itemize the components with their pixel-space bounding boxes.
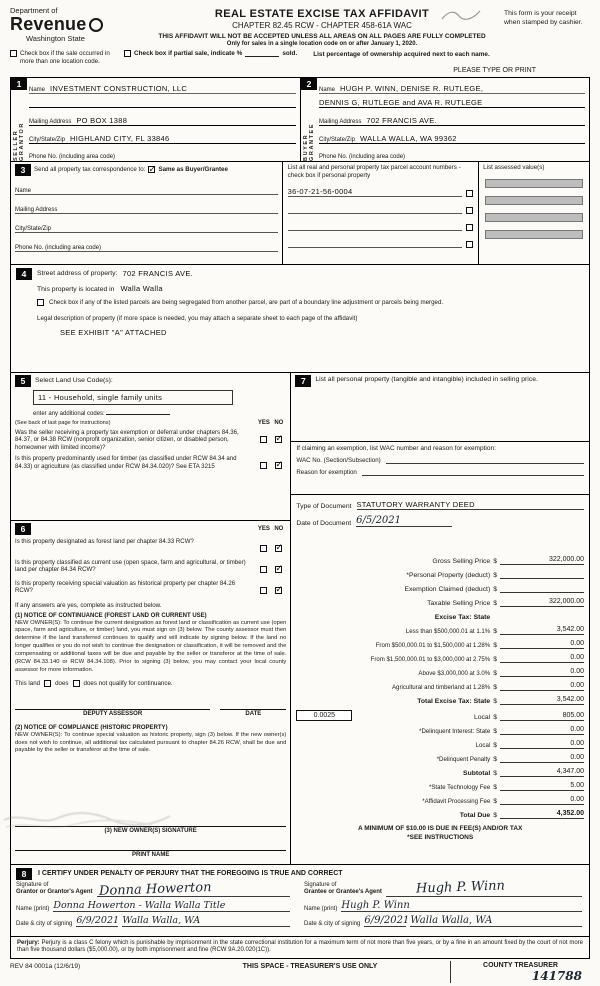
dor-emblem-icon bbox=[89, 18, 103, 32]
deputy-assessor-row bbox=[15, 709, 286, 717]
tax-row-delinquent-penalty bbox=[291, 754, 589, 763]
seller-mailing-row bbox=[29, 108, 296, 126]
receipt-note bbox=[504, 6, 590, 27]
section-7-badge: 7 bbox=[295, 375, 311, 387]
technology-fee-label: *State Technology Fee bbox=[429, 783, 491, 791]
no-column-header: NO bbox=[274, 419, 284, 426]
seller-name-value[interactable]: INVESTMENT CONSTRUCTION, LLC bbox=[50, 83, 188, 93]
tax-row-local bbox=[291, 710, 589, 721]
grantee-signature-of-label: Signature of bbox=[304, 881, 337, 888]
seller-mailing-label: Mailing Address bbox=[29, 118, 72, 125]
form-title: REAL ESTATE EXCISE TAX AFFIDAVIT bbox=[214, 8, 430, 20]
parcel-number-field-4[interactable] bbox=[288, 238, 463, 248]
agricultural-label: Agricultural and timberland at 1.28% bbox=[391, 683, 491, 691]
certification-section bbox=[11, 865, 589, 937]
total-due-value[interactable]: 4,352.00 bbox=[500, 810, 584, 819]
see-instructions-note: *SEE INSTRUCTIONS bbox=[407, 833, 474, 841]
buyer-phone-label: Phone No. (including area code) bbox=[319, 153, 406, 160]
seller-name-label: Name bbox=[29, 86, 46, 93]
tax-row-technology-fee bbox=[291, 782, 589, 791]
dor-logo bbox=[10, 6, 140, 43]
parcel-row-2 bbox=[288, 197, 474, 214]
personal-property-deduct-label: *Personal Property (deduct) bbox=[406, 571, 491, 579]
correspondence-name-row bbox=[15, 176, 278, 195]
local-rate-box[interactable]: 0.0025 bbox=[296, 710, 352, 721]
seller-phone-row bbox=[29, 144, 296, 160]
additional-codes-label: enter any additional codes: bbox=[33, 410, 105, 417]
tax-row-tier1 bbox=[291, 626, 589, 635]
buyer-name-value-line2[interactable]: DENNIS G, RUTLEGE and AVA R. RUTLEGE bbox=[319, 97, 483, 107]
delinquent-interest-local-value[interactable]: 0.00 bbox=[500, 740, 584, 749]
form-header bbox=[10, 6, 590, 47]
dollar-sign: $ bbox=[493, 557, 497, 565]
no-column-header-2: NO bbox=[274, 525, 284, 532]
timber-question: Is this property predominantly used for timber (as classified under RCW 84.34 and 84.33) or agriculture (as classified under RCW 84.34.020)? See ETA 3215 bbox=[15, 454, 237, 470]
grantor-agent-label: Grantor or Grantor's Agent bbox=[16, 889, 93, 895]
exemption-claimed-label: Exemption Claimed (deduct) bbox=[404, 585, 491, 593]
deputy-assessor-label: DEPUTY ASSESSOR bbox=[83, 710, 143, 717]
grantor-city-value[interactable]: Walla Walla, WA bbox=[122, 915, 290, 927]
dollar-sign: $ bbox=[493, 811, 497, 819]
county-treasurer-box bbox=[450, 961, 590, 983]
dollar-sign: $ bbox=[493, 727, 497, 735]
timber-yes-checkbox[interactable] bbox=[260, 462, 267, 469]
parcel-row-3 bbox=[288, 214, 474, 231]
continuance-qualify-row bbox=[15, 680, 286, 687]
doc-type-value[interactable]: STATUTORY WARRANTY DEED bbox=[357, 500, 585, 510]
exemption-yes-checkbox[interactable] bbox=[260, 436, 267, 443]
section-5-badge: 5 bbox=[15, 375, 31, 387]
current-use-yes-checkbox[interactable] bbox=[260, 566, 267, 573]
assessed-value-field-2[interactable] bbox=[485, 196, 583, 205]
gross-selling-price-value[interactable]: 322,000.00 bbox=[500, 556, 584, 565]
historic-no-checkbox[interactable] bbox=[275, 587, 282, 594]
grantee-date-value[interactable]: 6/9/2021 bbox=[364, 914, 410, 926]
technology-fee-value[interactable]: 5.00 bbox=[500, 782, 584, 791]
historic-question-row bbox=[15, 580, 286, 598]
current-use-question: Is this property classified as current use (open space, farm and agricultural, or timber) land per chapter 84.34 RCW? bbox=[15, 558, 246, 574]
land-use-section bbox=[11, 373, 290, 521]
buyer-section bbox=[300, 78, 589, 161]
parcel-number-field-3[interactable] bbox=[288, 221, 463, 231]
dollar-sign: $ bbox=[493, 769, 497, 777]
grantee-signature-block bbox=[300, 877, 584, 927]
parties-section bbox=[11, 78, 589, 162]
receipt-note-line1: This form is your receipt bbox=[504, 10, 577, 17]
tax-row-tier2 bbox=[291, 640, 589, 649]
located-in-label: This property is located in bbox=[37, 285, 115, 293]
buyer-mailing-value[interactable]: 702 FRANCIS AVE. bbox=[366, 115, 437, 125]
seller-mailing-value[interactable]: PO BOX 1388 bbox=[76, 115, 128, 125]
parcel-number-value[interactable]: 36-07-21-56-0004 bbox=[288, 187, 463, 197]
buyer-name-value-line1[interactable]: HUGH P. WINN, DENISE R. RUTLEGE, bbox=[340, 83, 484, 93]
see-back-note: (See back of last page for instructions) bbox=[15, 419, 111, 426]
county-treasurer-label: COUNTY TREASURER bbox=[483, 962, 558, 970]
forest-no-checkbox[interactable] bbox=[275, 545, 282, 552]
total-due-label: Total Due bbox=[459, 811, 491, 819]
buyer-city-row bbox=[319, 126, 585, 144]
agricultural-value[interactable]: 0.00 bbox=[500, 682, 584, 691]
tax-row-excise-header bbox=[291, 612, 589, 621]
additional-codes-field[interactable] bbox=[106, 408, 170, 415]
middle-grid bbox=[11, 373, 589, 865]
additional-codes-row bbox=[33, 408, 286, 417]
correspondence-city-label: City/State/Zip bbox=[15, 225, 52, 232]
receipt-note-line2: when stamped by cashier. bbox=[504, 19, 583, 27]
land-use-label: Select Land Use Code(s): bbox=[35, 377, 113, 384]
buyer-grantee-side-label: BUYER GRANTEE bbox=[303, 122, 315, 161]
section-3-badge: 3 bbox=[15, 164, 31, 176]
personal-property-section bbox=[291, 373, 589, 864]
form-rev-number: REV 84 0001a (12/6/19) bbox=[10, 963, 81, 971]
street-address-value[interactable]: 702 FRANCIS AVE. bbox=[122, 269, 194, 278]
grantor-signature-field[interactable] bbox=[97, 879, 290, 899]
legal-description-label: Legal description of property (if more space is needed, you may attach a separate sheet to each page of the affidavit) bbox=[37, 314, 358, 322]
buyer-city-label: City/State/Zip bbox=[319, 136, 356, 143]
doc-type-label: Type of Document bbox=[296, 502, 352, 510]
minimum-fee-note: A MINIMUM OF $10.00 IS DUE IN FEE(S) AND/OR TAX bbox=[357, 824, 523, 832]
forest-yes-checkbox[interactable] bbox=[260, 545, 267, 552]
seller-name-row bbox=[29, 79, 296, 108]
dollar-sign: $ bbox=[493, 599, 497, 607]
grantee-signature-value: Hugh P. Winn bbox=[415, 877, 506, 897]
section-8-badge: 8 bbox=[16, 868, 32, 880]
seller-phone-label: Phone No. (including area code) bbox=[29, 153, 116, 160]
personal-property-blank-area[interactable] bbox=[291, 389, 589, 441]
correspondence-phone-row bbox=[15, 233, 278, 252]
parcel-row-4 bbox=[288, 231, 474, 248]
dollar-sign: $ bbox=[493, 655, 497, 663]
tier2-label: From $500,000.01 to $1,500,000 at 1.28% bbox=[375, 641, 491, 649]
tax-row-subtotal bbox=[291, 768, 589, 777]
buyer-phone-row bbox=[319, 144, 585, 160]
buyer-mailing-label: Mailing Address bbox=[319, 118, 362, 125]
grantee-name-print-label: Name (print) bbox=[304, 905, 338, 912]
not-accepted-warning: THIS AFFIDAVIT WILL NOT BE ACCEPTED UNLESS ALL AREAS ON ALL PAGES ARE FULLY COMPLETED bbox=[158, 33, 486, 40]
exemption-question-row bbox=[15, 429, 286, 452]
local-label: Local bbox=[473, 713, 491, 721]
pre-form-row bbox=[10, 50, 590, 66]
partial-sale-sold-label: sold. bbox=[282, 50, 298, 57]
deputy-date-label: DATE bbox=[245, 710, 262, 717]
treasurer-space-label: THIS SPACE - TREASURER'S USE ONLY bbox=[242, 963, 378, 971]
print-name-label: PRINT NAME bbox=[131, 851, 170, 858]
taxable-selling-price-value[interactable]: 322,000.00 bbox=[500, 598, 584, 607]
parcel-personal-checkbox-2[interactable] bbox=[466, 207, 473, 214]
section-6-badge: 6 bbox=[15, 523, 31, 535]
notice-compliance-body: NEW OWNER(S): To continue special valuation as historic property, sign (3) below. If the new owner(s) does not wish to continue, all additional tax calculated pursuant to chapter 84.26 RCW, shall be due and payable by the seller or transferor at the time of sale. bbox=[15, 731, 287, 754]
assessed-values-header: List assessed value(s) bbox=[483, 163, 545, 171]
handwritten-scribble bbox=[440, 8, 482, 22]
grantee-agent-label: Grantee or Grantee's Agent bbox=[304, 889, 382, 895]
print-name-line[interactable] bbox=[15, 850, 286, 851]
page-footer bbox=[10, 961, 590, 983]
seller-city-row bbox=[29, 126, 296, 144]
deputy-assessor-signature-line[interactable] bbox=[15, 709, 210, 710]
doc-date-label: Date of Document bbox=[296, 519, 352, 527]
does-qualify-checkbox[interactable] bbox=[44, 680, 51, 687]
tax-row-exemption-claimed bbox=[291, 584, 589, 593]
certify-statement: I CERTIFY UNDER PENALTY OF PERJURY THAT THE FOREGOING IS TRUE AND CORRECT bbox=[38, 870, 343, 877]
dollar-sign: $ bbox=[493, 683, 497, 691]
parcel-personal-checkbox-3[interactable] bbox=[466, 224, 473, 231]
dollar-sign: $ bbox=[493, 755, 497, 763]
tier3-value[interactable]: 0.00 bbox=[500, 654, 584, 663]
tier1-value[interactable]: 3,542.00 bbox=[500, 626, 584, 635]
tax-row-tier4 bbox=[291, 668, 589, 677]
washington-state-label: Washington State bbox=[26, 34, 85, 43]
seller-grantor-side-label: SELLER GRANTOR bbox=[13, 121, 25, 161]
dollar-sign: $ bbox=[493, 713, 497, 721]
revenue-wordmark: Revenue bbox=[10, 14, 87, 34]
seller-city-value[interactable]: HIGHLAND CITY, FL 33846 bbox=[70, 133, 170, 143]
parcel-personal-checkbox-4[interactable] bbox=[466, 241, 473, 248]
dollar-sign: $ bbox=[493, 783, 497, 791]
dollar-sign: $ bbox=[493, 641, 497, 649]
tier1-label: Less than $500,000.01 at 1.1% bbox=[405, 627, 491, 635]
total-excise-state-label: Total Excise Tax: State bbox=[417, 697, 491, 705]
excise-tax-state-header: Excise Tax: State bbox=[434, 613, 491, 621]
seller-city-label: City/State/Zip bbox=[29, 136, 66, 143]
historic-question: Is this property receiving special valuation as historical property per chapter 84.26 RCW? bbox=[15, 579, 236, 595]
timber-no-checkbox[interactable] bbox=[275, 462, 282, 469]
does-not-label: does not qualify for continuance. bbox=[83, 679, 173, 687]
reason-exemption-label: Reason for exemption bbox=[296, 468, 357, 476]
processing-fee-value[interactable]: 0.00 bbox=[500, 796, 584, 805]
multi-location-checkbox[interactable] bbox=[10, 50, 17, 57]
tier4-label: Above $3,000,000 at 3.0% bbox=[418, 669, 491, 677]
parcel-number-field-2[interactable] bbox=[288, 204, 463, 214]
this-land-label: This land bbox=[15, 679, 41, 687]
exemption-no-checkbox[interactable] bbox=[275, 436, 282, 443]
tax-row-tier3 bbox=[291, 654, 589, 663]
if-yes-note: If any answers are yes, complete as instructed below. bbox=[15, 601, 162, 609]
partial-sale-label: Check box if partial sale, indicate % bbox=[134, 50, 243, 57]
grantee-name-print-value[interactable]: Hugh P. Winn bbox=[341, 900, 582, 912]
wac-no-label: WAC No. (Section/Subsection) bbox=[296, 456, 381, 464]
tier4-value[interactable]: 0.00 bbox=[500, 668, 584, 677]
deputy-date-line[interactable] bbox=[220, 709, 286, 710]
grantee-signature-field[interactable] bbox=[386, 877, 582, 897]
tier2-value[interactable]: 0.00 bbox=[500, 640, 584, 649]
section-2-badge: 2 bbox=[301, 78, 317, 90]
correspondence-mailing-row bbox=[15, 195, 278, 214]
grantor-date-city-label: Date & city of signing bbox=[16, 920, 73, 927]
tax-row-total-due bbox=[291, 810, 589, 819]
delinquent-interest-state-label: *Delinquent Interest: State bbox=[419, 727, 491, 735]
please-type-or-print: PLEASE TYPE OR PRINT bbox=[453, 66, 536, 74]
exemption-claim-label: If claiming an exemption, list WAC number and reason for exemption: bbox=[296, 444, 496, 452]
correspondence-city-row bbox=[15, 214, 278, 233]
property-address-section bbox=[11, 265, 589, 373]
same-as-buyer-label: Same as Buyer/Grantee bbox=[158, 166, 228, 173]
tier3-label: From $1,500,000.01 to $3,000,000 at 2.75% bbox=[370, 655, 491, 663]
faint-stamp bbox=[2, 806, 172, 832]
subtotal-value[interactable]: 4,347.00 bbox=[500, 768, 584, 777]
tax-row-processing-fee bbox=[291, 796, 589, 805]
ownership-note: List percentage of ownership acquired next to each name. bbox=[313, 51, 490, 58]
department-of-label: Department of bbox=[10, 6, 58, 15]
buyer-name-row bbox=[319, 79, 585, 108]
buyer-city-value[interactable]: WALLA WALLA, WA 99362 bbox=[360, 133, 457, 143]
dollar-sign: $ bbox=[493, 585, 497, 593]
assessed-value-field-1[interactable] bbox=[485, 179, 583, 188]
dollar-sign: $ bbox=[493, 571, 497, 579]
buyer-mailing-row bbox=[319, 108, 585, 126]
dollar-sign: $ bbox=[493, 669, 497, 677]
perjury-text: Perjury is a class C felony which is punishable by imprisonment in the state correctional institution for a maximum term of not more than five years, or by a fine in an amount fixed by the court of not more than five thousand dollars ($5,000.00), or by both imprisonment and fine (RCW 9A.20.020(1C)). bbox=[17, 939, 583, 954]
timber-question-row bbox=[15, 455, 286, 473]
send-correspondence-label: Send all property tax correspondence to: bbox=[34, 166, 146, 173]
section-1-badge: 1 bbox=[11, 78, 27, 90]
partial-sale-percent-field[interactable] bbox=[245, 50, 279, 57]
current-use-question-row bbox=[15, 559, 286, 577]
tax-row-personal-property bbox=[291, 570, 589, 579]
forest-land-question: Is this property designated as forest land per chapter 84.33 RCW? bbox=[15, 537, 194, 545]
parcel-list-header: List all real and personal property tax parcel account numbers - check box if personal property bbox=[287, 163, 461, 179]
personal-property-label: List all personal property (tangible and intangible) included in selling price. bbox=[315, 375, 538, 383]
street-address-label: Street address of property: bbox=[37, 270, 118, 277]
grantor-date-value[interactable]: 6/9/2021 bbox=[76, 914, 120, 926]
exemption-question: Was the seller receiving a property tax exemption or deferral under chapters 84.36, 84.37, or 84.38 RCW (nonprofit organization, senior citizen, or disabled person, homeowner with limited income)? bbox=[15, 428, 239, 452]
perjury-label: Perjury: bbox=[17, 939, 40, 946]
total-excise-state-value[interactable]: 3,542.00 bbox=[500, 696, 584, 705]
taxable-selling-price-label: Taxable Selling Price bbox=[427, 599, 491, 607]
located-in-value[interactable]: Walla Walla bbox=[120, 283, 163, 293]
does-not-qualify-checkbox[interactable] bbox=[73, 680, 80, 687]
section-4-badge: 4 bbox=[16, 268, 32, 280]
delinquent-penalty-label: *Delinquent Penalty bbox=[436, 755, 491, 763]
grantor-name-print-label: Name (print) bbox=[16, 905, 50, 912]
assessed-value-field-4[interactable] bbox=[485, 230, 583, 239]
correspondence-phone-label: Phone No. (including area code) bbox=[15, 244, 102, 251]
delinquent-penalty-value[interactable]: 0.00 bbox=[500, 754, 584, 763]
notice-continuance-title: (1) NOTICE OF CONTINUANCE (FOREST LAND OR CURRENT USE) bbox=[15, 612, 207, 619]
only-for-sales-note: Only for sales in a single location code on or after January 1, 2020. bbox=[226, 41, 418, 47]
form-chapter: CHAPTER 82.45 RCW - CHAPTER 458-61A WAC bbox=[232, 21, 412, 30]
doc-date-value[interactable]: 6/5/2021 bbox=[356, 515, 452, 527]
wac-no-field[interactable] bbox=[386, 463, 584, 464]
partial-sale-row bbox=[124, 50, 297, 57]
grantor-signature-block bbox=[16, 879, 300, 927]
gross-selling-price-label: Gross Selling Price bbox=[432, 557, 491, 565]
perjury-note bbox=[11, 937, 589, 959]
grantee-date-city-label: Date & city of signing bbox=[304, 920, 361, 927]
grantor-name-print-value[interactable]: Donna Howerton - Walla Walla Title bbox=[53, 900, 290, 912]
exemption-claimed-value[interactable] bbox=[500, 584, 584, 593]
correspondence-section bbox=[11, 162, 589, 265]
reason-exemption-field[interactable] bbox=[362, 475, 584, 476]
legal-description-value[interactable]: SEE EXHIBIT "A" ATTACHED bbox=[60, 327, 167, 337]
does-label: does bbox=[55, 679, 69, 687]
partial-sale-checkbox[interactable] bbox=[124, 50, 131, 57]
correspondence-name-label: Name bbox=[15, 187, 32, 194]
parcel-row-1 bbox=[288, 180, 474, 197]
tax-row-delinquent-interest-local bbox=[291, 740, 589, 749]
notice-compliance-title: (2) NOTICE OF COMPLIANCE (HISTORIC PROPERTY) bbox=[15, 724, 168, 731]
yes-column-header-2: YES bbox=[257, 525, 270, 532]
land-use-code-value[interactable]: 11 - Household, single family units bbox=[33, 390, 233, 405]
notice-continuance-body: NEW OWNER(S): To continue the current designation as forest land or classification as current use (open space, farm and agriculture, or timber) land, you must sign on (3) below. The county assessor must then determine if the land transferred continues to qualify and will indicate by signing below. If the land no longer qualifies or you do not wish to continue the designation or classification, it will be removed and the compensating or additional taxes will be due and payable by the seller or transferor at the time of sale. (RCW 84.33.140 or RCW 84.34.108). Prior to signing (3) below, you may contact your local county assessor for more information. bbox=[15, 619, 287, 673]
delinquent-interest-local-label: Local bbox=[475, 741, 491, 749]
grantor-signature-of-label: Signature of bbox=[16, 881, 49, 888]
subtotal-label: Subtotal bbox=[463, 769, 491, 777]
new-owner-signature-label: (3) NEW OWNER(S) SIGNATURE bbox=[104, 827, 197, 834]
dollar-sign: $ bbox=[493, 797, 497, 805]
dollar-sign: $ bbox=[493, 697, 497, 705]
tax-row-delinquent-interest-state bbox=[291, 726, 589, 735]
yes-column-header: YES bbox=[257, 419, 270, 426]
tax-row-agricultural bbox=[291, 682, 589, 691]
grantor-signature-value: Donna Howerton bbox=[98, 879, 212, 899]
buyer-name-label: Name bbox=[319, 86, 336, 93]
tax-row-gross bbox=[291, 556, 589, 565]
personal-property-deduct-value[interactable] bbox=[500, 570, 584, 579]
assessed-value-field-3[interactable] bbox=[485, 213, 583, 222]
same-as-buyer-checkbox[interactable] bbox=[148, 166, 155, 173]
segregated-label: Check box if any of the listed parcels are being segregated from another parcel, are part of a boundary line adjustment or parcels being merged. bbox=[49, 298, 444, 306]
parcel-personal-checkbox-1[interactable] bbox=[466, 190, 473, 197]
correspondence-mailing-label: Mailing Address bbox=[15, 206, 58, 213]
current-use-no-checkbox[interactable] bbox=[275, 566, 282, 573]
historic-yes-checkbox[interactable] bbox=[260, 587, 267, 594]
seller-section bbox=[11, 78, 300, 161]
multi-location-label: Check box if the sale occurred in more than one location code. bbox=[20, 50, 110, 65]
dollar-sign: $ bbox=[493, 627, 497, 635]
processing-fee-label: *Affidavit Processing Fee bbox=[422, 797, 491, 805]
forest-land-question-row bbox=[15, 538, 286, 556]
dollar-sign: $ bbox=[493, 741, 497, 749]
delinquent-interest-state-value[interactable]: 0.00 bbox=[500, 726, 584, 735]
tax-row-taxable bbox=[291, 598, 589, 607]
grantee-city-value[interactable]: Walla Walla, WA bbox=[410, 915, 582, 927]
segregated-checkbox[interactable] bbox=[37, 299, 44, 306]
local-value[interactable]: 805.00 bbox=[500, 712, 584, 721]
tax-row-total-state bbox=[291, 696, 589, 705]
treasurer-stamp-number: 141788 bbox=[531, 969, 582, 984]
